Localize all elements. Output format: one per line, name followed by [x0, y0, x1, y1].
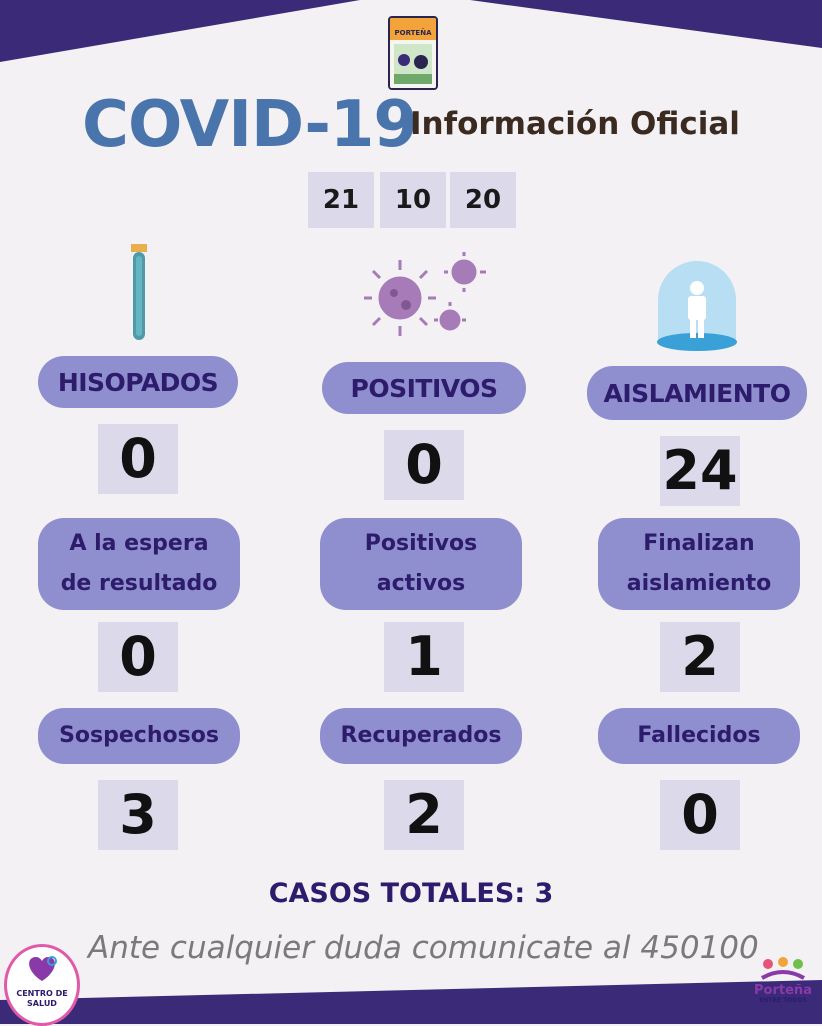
- page-subtitle: Información Oficial: [410, 106, 740, 142]
- value-espera: 0: [98, 622, 178, 692]
- value-recuperados: 2: [384, 780, 464, 850]
- crest-label: PORTEÑA: [390, 18, 436, 40]
- label-fallecidos: Fallecidos: [598, 708, 800, 764]
- portena-logo: [752, 956, 814, 1005]
- label-activos-line2: activos: [376, 571, 466, 596]
- label-aislamiento: AISLAMIENTO: [587, 366, 807, 420]
- portena-text: Porteña: [754, 983, 812, 998]
- centro-salud-line2: SALUD: [27, 999, 57, 1008]
- value-sospechosos: 3: [98, 780, 178, 850]
- people-group-icon: [758, 956, 808, 980]
- label-espera: [38, 518, 240, 610]
- label-finalizan-line1: Finalizan: [643, 531, 755, 556]
- value-hisopados: 0: [98, 424, 178, 494]
- date-year: 20: [450, 172, 516, 228]
- label-espera-line2: de resultado: [60, 571, 218, 596]
- bottom-band: [0, 960, 822, 1024]
- isolation-person-icon: [654, 256, 740, 354]
- test-tube-icon: [128, 244, 150, 344]
- value-positivos: 0: [384, 430, 464, 500]
- stethoscope-heart-icon: [22, 951, 62, 985]
- centro-salud-line1: CENTRO DE: [16, 989, 68, 998]
- contact-footer: Ante cualquier duda comunicate al 450100: [88, 930, 759, 966]
- page-title: COVID-19: [82, 88, 417, 162]
- date-day: 21: [308, 172, 374, 228]
- label-espera-line1: A la espera: [69, 531, 209, 556]
- label-activos-line1: Positivos: [364, 531, 478, 556]
- total-cases: CASOS TOTALES: 3: [268, 878, 554, 909]
- municipality-crest-logo: [388, 16, 438, 90]
- centro-salud-logo: [4, 944, 80, 1026]
- label-hisopados: HISOPADOS: [38, 356, 238, 408]
- virus-icon: [360, 248, 490, 338]
- crest-emblem-icon: [390, 40, 436, 88]
- label-finalizan: [598, 518, 800, 610]
- value-fallecidos: 0: [660, 780, 740, 850]
- label-sospechosos: Sospechosos: [38, 708, 240, 764]
- portena-tagline: ENTRE TODOS: [759, 997, 807, 1004]
- label-finalizan-line2: aislamiento: [626, 571, 772, 596]
- label-recuperados: Recuperados: [320, 708, 522, 764]
- value-finalizan: 2: [660, 622, 740, 692]
- date-month: 10: [380, 172, 446, 228]
- value-activos: 1: [384, 622, 464, 692]
- value-aislamiento: 24: [660, 436, 740, 506]
- label-positivos: POSITIVOS: [322, 362, 526, 414]
- label-activos: [320, 518, 522, 610]
